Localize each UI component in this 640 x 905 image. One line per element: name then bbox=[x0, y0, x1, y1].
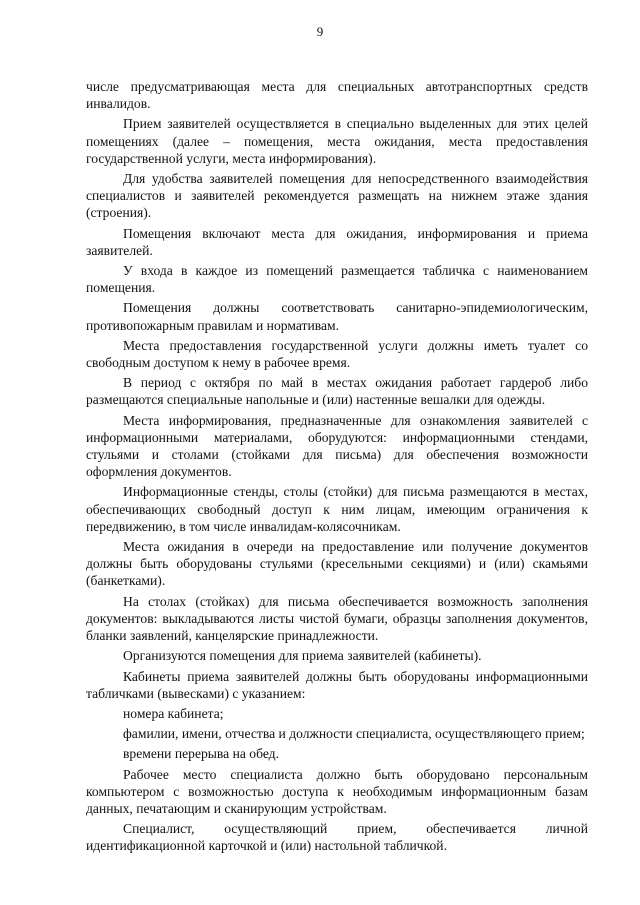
page-number: 9 bbox=[316, 24, 324, 39]
list-item-specialist-name: фамилии, имени, отчества и должности специалиста, осуществляющего прием; bbox=[123, 726, 585, 742]
paragraph-information-places: Места информирования, предназначенные для ознакомления заявителей с информационными материалами, оборудуются: информационными стендами, стульями и столами (стойками для письма) для обеспечения возможности оформления документов. bbox=[86, 412, 588, 480]
paragraph-stands-access: Информационные стенды, столы (стойки) для письма размещаются в местах, обеспечивающих свободный доступ к ним лицам, имеющим ограничения к передвижению, в том числе инвалидам-колясочникам. bbox=[86, 484, 588, 534]
paragraph-ground-floor: Для удобства заявителей помещения для непосредственного взаимодействия специалистов и заявителей рекомендуется размещать на нижнем этаже здания (строения). bbox=[86, 171, 588, 221]
list-item-room-number: номера кабинета; bbox=[123, 705, 224, 721]
list-item-lunch-break: времени перерыва на обед. bbox=[123, 746, 279, 762]
paragraph-id-card: Специалист, осуществляющий прием, обеспечивается личной идентификационной карточкой и (или) настольной табличкой. bbox=[86, 821, 588, 854]
paragraph-workplace: Рабочее место специалиста должно быть оборудовано персональным компьютером с возможностью доступа к необходимым информационным базам данных, печатающим и сканирующим устройствам. bbox=[86, 766, 588, 816]
paragraph-reception-premises: Прием заявителей осуществляется в специально выделенных для этих целей помещениях (далее – помещения, места ожидания, места предоставления государственной услуги, места информирования). bbox=[86, 116, 588, 166]
paragraph-toilet: Места предоставления государственной услуги должны иметь туалет со свободным доступом к нему в рабочее время. bbox=[86, 337, 588, 371]
paragraph-entrance-sign: У входа в каждое из помещений размещается табличка с наименованием помещения. bbox=[86, 263, 588, 296]
paragraph-cabinet-signs: Кабинеты приема заявителей должны быть оборудованы информационными табличками (вывесками) с указанием: bbox=[86, 668, 588, 701]
paragraph-premises-include: Помещения включают места для ожидания, информирования и приема заявителей. bbox=[86, 225, 588, 258]
paragraph-wardrobe: В период с октября по май в местах ожидания работает гардероб либо размещаются специальные напольные и (или) настенные вешалки для одежды. bbox=[86, 375, 588, 408]
paragraph-waiting-seats: Места ожидания в очереди на предоставление или получение документов должны быть оборудованы стульями (кресельными секциями) и (или) скамьями (банкетками). bbox=[86, 539, 588, 589]
paragraph-sanitary-rules: Помещения должны соответствовать санитарно-эпидемиологическим, противопожарным правилам и нормативам. bbox=[86, 300, 588, 333]
paragraph-continuation: числе предусматривающая места для специальных автотранспортных средств инвалидов. bbox=[86, 79, 588, 112]
paragraph-writing-tables: На столах (стойках) для письма обеспечивается возможность заполнения документов: выкладываются листы чистой бумаги, образцы заполнения документов, бланки заявлений, канцелярские принадлежности. bbox=[86, 593, 588, 644]
paragraph-cabinets: Организуются помещения для приема заявителей (кабинеты). bbox=[123, 648, 482, 664]
document-body bbox=[86, 78, 588, 858]
